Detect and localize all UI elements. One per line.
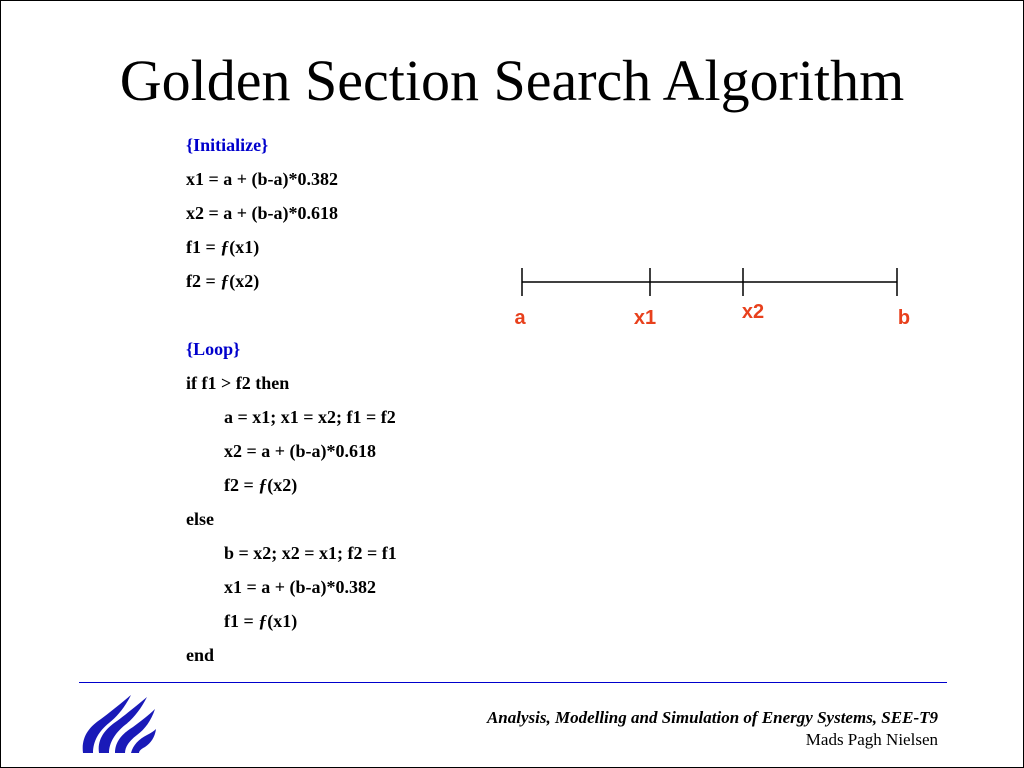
slide-title: Golden Section Search Algorithm bbox=[119, 48, 905, 113]
interval-diagram bbox=[501, 256, 921, 336]
init-f1-arg: (x1) bbox=[229, 237, 260, 257]
footer-divider bbox=[79, 682, 947, 683]
else-assign-line: b = x2; x2 = x1; f2 = f1 bbox=[224, 543, 397, 563]
algorithm-code bbox=[186, 128, 397, 672]
if-line: if f1 > f2 then bbox=[186, 373, 290, 393]
loop-label: {Loop} bbox=[186, 339, 241, 359]
init-f2-prefix: f2 = bbox=[186, 271, 221, 291]
end-line: end bbox=[186, 645, 215, 665]
if-f2-arg: (x2) bbox=[267, 475, 298, 495]
init-x1-line: x1 = a + (b-a)*0.382 bbox=[186, 169, 339, 189]
footer-text bbox=[487, 707, 938, 751]
interval-line-drawing bbox=[501, 256, 921, 296]
if-f2-func: ƒ bbox=[258, 475, 268, 495]
label-b: b bbox=[897, 307, 911, 329]
blank-line bbox=[186, 298, 397, 332]
init-f1-prefix: f1 = bbox=[186, 237, 221, 257]
footer-author: Mads Pagh Nielsen bbox=[805, 730, 938, 749]
else-f1-arg: (x1) bbox=[267, 611, 298, 631]
if-f2-prefix: f2 = bbox=[224, 475, 259, 495]
else-f1-line bbox=[186, 604, 397, 638]
label-a: a bbox=[514, 307, 526, 329]
else-line: else bbox=[186, 509, 214, 529]
if-f2-line bbox=[186, 468, 397, 502]
footer-course-title: Analysis, Modelling and Simulation of Energy Systems, SEE-T9 bbox=[486, 708, 938, 727]
university-logo-icon bbox=[79, 691, 157, 755]
initialize-label: {Initialize} bbox=[186, 135, 269, 155]
init-f1-line bbox=[186, 230, 397, 264]
init-x2-line: x2 = a + (b-a)*0.618 bbox=[186, 203, 339, 223]
label-x1: x1 bbox=[633, 307, 657, 329]
if-assign-line: a = x1; x1 = x2; f1 = f2 bbox=[224, 407, 396, 427]
else-x1-line: x1 = a + (b-a)*0.382 bbox=[224, 577, 377, 597]
if-x2-line: x2 = a + (b-a)*0.618 bbox=[224, 441, 377, 461]
else-f1-prefix: f1 = bbox=[224, 611, 259, 631]
init-f1-func: ƒ bbox=[220, 237, 230, 257]
label-x2: x2 bbox=[741, 301, 765, 323]
init-f2-line bbox=[186, 264, 397, 298]
init-f2-arg: (x2) bbox=[229, 271, 260, 291]
init-f2-func: ƒ bbox=[220, 271, 230, 291]
else-f1-func: ƒ bbox=[258, 611, 268, 631]
